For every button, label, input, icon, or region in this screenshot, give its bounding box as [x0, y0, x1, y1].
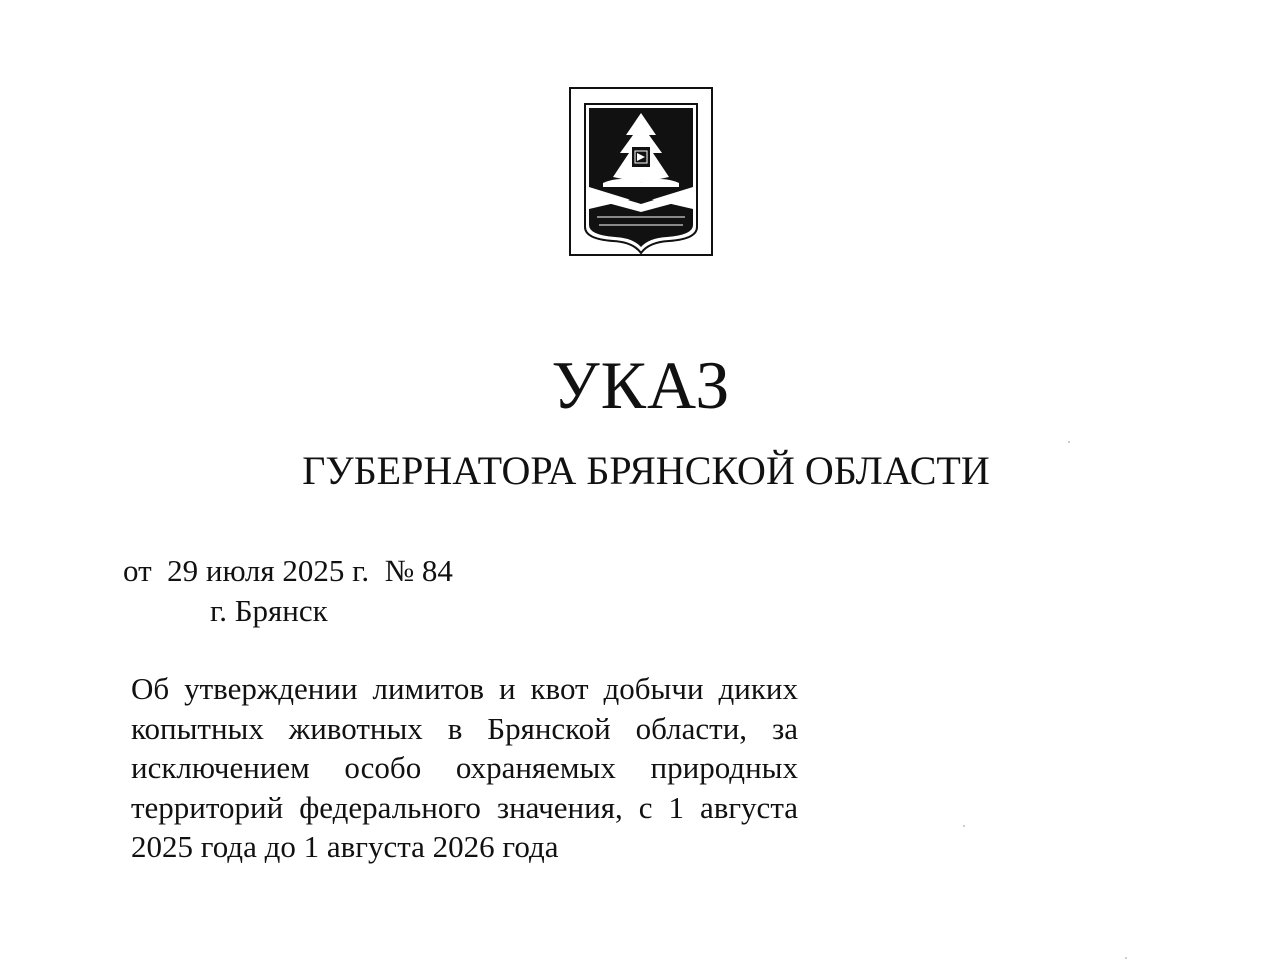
scan-speck — [1125, 957, 1127, 959]
document-date-line — [123, 553, 453, 589]
number-sign: № — [384, 553, 415, 588]
scan-speck — [1068, 441, 1070, 443]
document-date: 29 июля 2025 г. — [167, 553, 370, 588]
issuer-title: ГУБЕРНАТОРА БРЯНСКОЙ ОБЛАСТИ — [302, 448, 990, 493]
document-subject: Об утверждении лимитов и квот добычи диких копытных животных в Брянской области, за исключением особо охраняемых природных территорий федерального значения, с 1 августа 2025 года до 1 августа 2026 года — [131, 671, 798, 864]
document-city: г. Брянск — [210, 593, 328, 628]
document-type-title: УКАЗ — [551, 347, 731, 423]
bryansk-coat-of-arms-icon — [569, 87, 713, 256]
scan-speck — [963, 825, 965, 827]
date-prefix: от — [123, 553, 152, 588]
document-number: 84 — [421, 553, 453, 588]
